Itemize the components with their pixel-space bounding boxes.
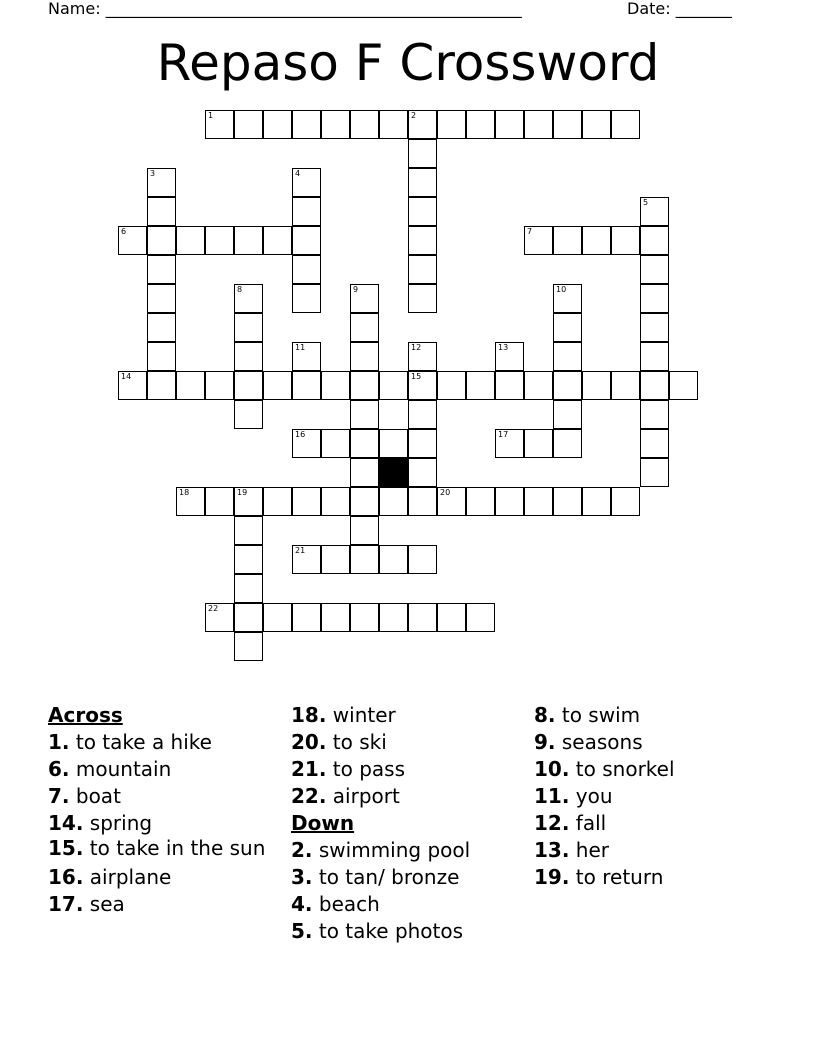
clue-across-6: 6. mountain: [48, 757, 172, 781]
grid-cell[interactable]: [263, 371, 292, 400]
grid-cell[interactable]: [408, 255, 437, 284]
grid-cell-number: 13: [498, 343, 509, 352]
grid-cell[interactable]: [379, 429, 408, 458]
grid-cell-number: 14: [121, 372, 132, 381]
grid-cell-number: 9: [353, 285, 359, 294]
grid-cell[interactable]: [292, 284, 321, 313]
grid-cell[interactable]: [118, 226, 147, 255]
grid-cell[interactable]: [553, 284, 582, 313]
grid-cell[interactable]: [292, 371, 321, 400]
grid-cell[interactable]: [437, 371, 466, 400]
grid-cell[interactable]: [495, 342, 524, 371]
grid-cell[interactable]: [408, 458, 437, 487]
grid-cell[interactable]: [321, 487, 350, 516]
grid-cell[interactable]: [466, 487, 495, 516]
grid-cell[interactable]: [524, 429, 553, 458]
across-heading: Across: [48, 703, 123, 727]
grid-cell-number: 19: [237, 488, 248, 497]
grid-cell-number: 10: [556, 285, 567, 294]
grid-cell-number: 17: [498, 430, 509, 439]
grid-cell[interactable]: [640, 313, 669, 342]
grid-cell[interactable]: [321, 429, 350, 458]
grid-cell[interactable]: [292, 168, 321, 197]
clue-down-3: 3. to tan/ bronze: [291, 865, 460, 889]
grid-cell[interactable]: [292, 487, 321, 516]
grid-cell[interactable]: [408, 371, 437, 400]
grid-cell[interactable]: [292, 545, 321, 574]
grid-cell[interactable]: [292, 110, 321, 139]
grid-cell[interactable]: [466, 110, 495, 139]
grid-cell[interactable]: [205, 603, 234, 632]
clue-across-16: 16. airplane: [48, 865, 172, 889]
grid-cell[interactable]: [205, 371, 234, 400]
grid-cell-number: 20: [440, 488, 451, 497]
grid-cell[interactable]: [640, 255, 669, 284]
grid-cell[interactable]: [350, 342, 379, 371]
grid-cell-number: 6: [121, 227, 127, 236]
name-blank[interactable]: ____________________________________________________: [105, 0, 522, 18]
grid-cell[interactable]: [234, 632, 263, 661]
grid-cell[interactable]: [350, 313, 379, 342]
grid-cell[interactable]: [147, 313, 176, 342]
clue-down-10: 10. to snorkel: [534, 757, 675, 781]
clue-column-2: [291, 702, 521, 945]
clue-across-20: 20. to ski: [291, 730, 387, 754]
grid-cell[interactable]: [147, 197, 176, 226]
grid-cell[interactable]: [553, 313, 582, 342]
grid-cell[interactable]: [234, 545, 263, 574]
grid-cell[interactable]: [553, 371, 582, 400]
grid-cell[interactable]: [147, 284, 176, 313]
grid-cell[interactable]: [495, 110, 524, 139]
grid-cell[interactable]: [408, 139, 437, 168]
grid-cell[interactable]: [147, 168, 176, 197]
grid-cell[interactable]: [234, 371, 263, 400]
grid-cell[interactable]: [379, 545, 408, 574]
grid-cell[interactable]: [553, 429, 582, 458]
grid-cell[interactable]: [640, 197, 669, 226]
grid-cell-number: 12: [411, 343, 422, 352]
grid-cell[interactable]: [379, 487, 408, 516]
clue-down-12: 12. fall: [534, 811, 607, 835]
grid-cell[interactable]: [611, 371, 640, 400]
grid-cell-number: 21: [295, 546, 306, 555]
grid-cell[interactable]: [437, 110, 466, 139]
grid-cell[interactable]: [379, 371, 408, 400]
clue-down-8: 8. to swim: [534, 703, 641, 727]
name-label: Name:: [48, 0, 101, 18]
grid-cell[interactable]: [321, 545, 350, 574]
name-line: [48, 0, 522, 18]
date-label: Date:: [627, 0, 671, 18]
grid-cell[interactable]: [234, 342, 263, 371]
grid-cell-number: 5: [643, 198, 649, 207]
grid-cell-number: 16: [295, 430, 306, 439]
clue-down-2: 2. swimming pool: [291, 838, 471, 862]
grid-cell[interactable]: [234, 400, 263, 429]
grid-cell[interactable]: [234, 516, 263, 545]
grid-cell[interactable]: [147, 255, 176, 284]
grid-cell[interactable]: [408, 545, 437, 574]
clue-down-13: 13. her: [534, 838, 609, 862]
date-blank[interactable]: _______: [675, 0, 732, 18]
grid-cell[interactable]: [408, 342, 437, 371]
grid-cell[interactable]: [640, 458, 669, 487]
grid-cell[interactable]: [582, 226, 611, 255]
grid-cell[interactable]: [292, 197, 321, 226]
grid-cell-number: 18: [179, 488, 190, 497]
grid-cell-number: 4: [295, 169, 301, 178]
grid-cell[interactable]: [292, 342, 321, 371]
clue-across-21: 21. to pass: [291, 757, 406, 781]
grid-cell[interactable]: [292, 255, 321, 284]
grid-cell[interactable]: [176, 487, 205, 516]
grid-cell[interactable]: [408, 487, 437, 516]
grid-cell[interactable]: [553, 487, 582, 516]
grid-cell[interactable]: [553, 400, 582, 429]
clue-column-1: [48, 702, 278, 918]
clue-across-1: 1. to take a hike: [48, 730, 212, 754]
grid-cell[interactable]: [524, 226, 553, 255]
grid-cell[interactable]: [524, 371, 553, 400]
grid-cell[interactable]: [408, 400, 437, 429]
grid-cell[interactable]: [292, 429, 321, 458]
grid-cell[interactable]: [321, 371, 350, 400]
grid-cell[interactable]: [176, 226, 205, 255]
clue-across-18: 18. winter: [291, 703, 396, 727]
grid-cell[interactable]: [350, 110, 379, 139]
grid-cell[interactable]: [553, 342, 582, 371]
clue-down-11: 11. you: [534, 784, 613, 808]
grid-cell[interactable]: [640, 342, 669, 371]
grid-cell[interactable]: [379, 603, 408, 632]
grid-cell[interactable]: [118, 371, 147, 400]
grid-cell-number: 1: [208, 111, 214, 120]
clue-across-17: 17. sea: [48, 892, 125, 916]
grid-cell[interactable]: [437, 603, 466, 632]
grid-cell[interactable]: [466, 371, 495, 400]
clue-across-7: 7. boat: [48, 784, 121, 808]
grid-cell[interactable]: [350, 487, 379, 516]
clue-across-14: 14. spring: [48, 811, 153, 835]
grid-cell-number: 3: [150, 169, 156, 178]
grid-cell[interactable]: [408, 168, 437, 197]
grid-cell[interactable]: [263, 226, 292, 255]
grid-cell[interactable]: [553, 110, 582, 139]
grid-cell[interactable]: [205, 487, 234, 516]
grid-cell[interactable]: [350, 545, 379, 574]
grid-cell[interactable]: [495, 487, 524, 516]
grid-cell[interactable]: [408, 197, 437, 226]
grid-cell[interactable]: [205, 110, 234, 139]
down-heading: Down: [291, 811, 355, 835]
grid-cell[interactable]: [350, 400, 379, 429]
grid-cell[interactable]: [408, 284, 437, 313]
grid-cell[interactable]: [611, 487, 640, 516]
grid-cell[interactable]: [147, 226, 176, 255]
grid-cell[interactable]: [408, 226, 437, 255]
grid-cell[interactable]: [379, 110, 408, 139]
grid-cell[interactable]: [582, 371, 611, 400]
page-title: Repaso F Crossword: [156, 34, 660, 92]
grid-cell[interactable]: [640, 284, 669, 313]
grid-cell[interactable]: [640, 400, 669, 429]
grid-cell[interactable]: [263, 603, 292, 632]
clue-column-3: [534, 702, 764, 891]
clue-down-5: 5. to take photos: [291, 919, 464, 943]
grid-cell[interactable]: [205, 226, 234, 255]
grid-cell-number: 11: [295, 343, 306, 352]
grid-cell[interactable]: [321, 110, 350, 139]
grid-cell[interactable]: [147, 371, 176, 400]
grid-cell[interactable]: [582, 487, 611, 516]
grid-cell[interactable]: [234, 574, 263, 603]
grid-cell[interactable]: [640, 429, 669, 458]
clue-down-4: 4. beach: [291, 892, 380, 916]
grid-cell-number: 8: [237, 285, 243, 294]
clue-across-22: 22. airport: [291, 784, 400, 808]
grid-cell[interactable]: [495, 429, 524, 458]
date-line: [627, 0, 732, 18]
grid-cell[interactable]: [350, 516, 379, 545]
clue-down-19: 19. to return: [534, 865, 664, 889]
grid-cell[interactable]: [350, 458, 379, 487]
clue-across-15: 15. to take in the sun: [48, 836, 266, 860]
grid-cell[interactable]: [669, 371, 698, 400]
grid-cell[interactable]: [408, 603, 437, 632]
grid-cell[interactable]: [611, 110, 640, 139]
grid-cell[interactable]: [524, 110, 553, 139]
grid-cell[interactable]: [234, 110, 263, 139]
grid-cell[interactable]: [263, 110, 292, 139]
grid-cell[interactable]: [408, 429, 437, 458]
grid-cell[interactable]: [234, 487, 263, 516]
grid-cell-number: 22: [208, 604, 219, 613]
grid-cell[interactable]: [292, 226, 321, 255]
grid-cell[interactable]: [350, 603, 379, 632]
grid-cell[interactable]: [466, 603, 495, 632]
grid-cell[interactable]: [234, 284, 263, 313]
grid-cell[interactable]: [292, 603, 321, 632]
grid-cell[interactable]: [263, 487, 292, 516]
grid-cell[interactable]: [321, 603, 350, 632]
grid-cell[interactable]: [524, 487, 553, 516]
grid-cell[interactable]: [553, 226, 582, 255]
grid-cell[interactable]: [234, 603, 263, 632]
grid-block: [379, 458, 408, 487]
grid-cell[interactable]: [350, 429, 379, 458]
clue-down-9: 9. seasons: [534, 730, 643, 754]
grid-cell[interactable]: [611, 226, 640, 255]
grid-cell[interactable]: [640, 371, 669, 400]
grid-cell[interactable]: [408, 110, 437, 139]
grid-cell[interactable]: [234, 313, 263, 342]
grid-cell-number: 7: [527, 227, 533, 236]
grid-cell-number: 2: [411, 111, 417, 120]
grid-cell[interactable]: [176, 371, 205, 400]
grid-cell[interactable]: [234, 226, 263, 255]
grid-cell[interactable]: [437, 487, 466, 516]
grid-cell[interactable]: [350, 371, 379, 400]
grid-cell[interactable]: [640, 226, 669, 255]
grid-cell[interactable]: [495, 371, 524, 400]
grid-cell[interactable]: [350, 284, 379, 313]
grid-cell[interactable]: [147, 342, 176, 371]
grid-cell[interactable]: [582, 110, 611, 139]
grid-cell-number: 15: [411, 372, 422, 381]
